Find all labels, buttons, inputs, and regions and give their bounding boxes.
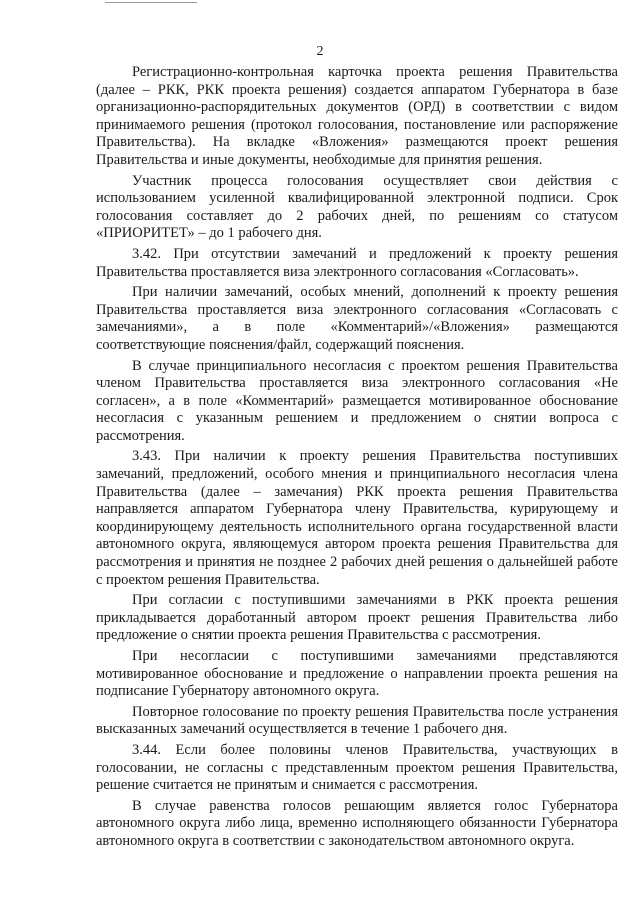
paragraph-disagreement: В случае принципиального несогласия с проектом решения Правительства членом Правительства проставляется виза электронного согласования «Не согласен», а в поле «Комментарий» размещается мотивированное обоснование несогласия с указанным решением и предложением о снятии вопроса с рассмотрения.	[96, 357, 618, 444]
paragraph-voting-participant: Участник процесса голосования осуществляет свои действия с использованием усиленной квалифицированной электронной подписи. Срок голосования составляет до 2 рабочих дней, по решениям со статусом «ПРИОРИТЕТ» – до 1 рабочего дня.	[96, 172, 618, 242]
scan-artifact-line	[105, 2, 197, 3]
paragraph-3-42: 3.42. При отсутствии замечаний и предложений к проекту решения Правительства проставляется виза электронного согласования «Согласовать».	[96, 245, 618, 280]
paragraph-rkk: Регистрационно-контрольная карточка проекта решения Правительства (далее – РКК, РКК проекта решения) создается аппаратом Губернатора в базе организационно-распорядительных документов (ОРД) в соответствии с видом принимаемого решения (протокол голосования, постановление или распоряжение Правительства). На вкладке «Вложения» размещаются проект решения Правительства и иные документы, необходимые для принятия решения.	[96, 64, 618, 168]
paragraph-agreement-with-remarks: При согласии с поступившими замечаниями в РКК проекта решения прикладывается доработанный автором проект решения Правительства либо предложение о снятии проекта решения Правительства с рассмотрения.	[96, 592, 618, 644]
document-body	[96, 64, 618, 854]
paragraph-tie-vote: В случае равенства голосов решающим является голос Губернатора автономного округа либо лица, временно исполняющего обязанности Губернатора автономного округа в соответствии с законодательством автономного округа.	[96, 797, 618, 849]
page-number: 2	[316, 44, 324, 59]
paragraph-3-44: 3.44. Если более половины членов Правительства, участвующих в голосовании, не согласны с представленным проектом решения Правительства, решение считается не принятым и снимается с рассмотрения.	[96, 741, 618, 794]
paragraph-3-43: 3.43. При наличии к проекту решения Правительства поступивших замечаний, предложений, особого мнения и принципиального несогласия члена Правительства (далее – замечания) РКК проекта решения Правительства направляется аппаратом Губернатора члену Правительства, курирующему и координирующему деятельность исполнительного органа государственной власти автономного округа, являющемуся автором проекта решения Правительства для рассмотрения и принятия не позднее 2 рабочих дней решения о дальнейшей работе с проектом решения Правительства.	[96, 448, 618, 588]
paragraph-with-remarks: При наличии замечаний, особых мнений, дополнений к проекту решения Правительства проставляется виза электронного согласования «Согласовать с замечаниями», а в поле «Комментарий»/«Вложения» размещаются соответствующие пояснения/файл, содержащий пояснения.	[96, 284, 618, 353]
paragraph-repeat-voting: Повторное голосование по проекту решения Правительства после устранения высказанных замечаний осуществляется в течение 1 рабочего дня.	[96, 703, 618, 738]
paragraph-disagreement-with-remarks: При несогласии с поступившими замечаниями представляются мотивированное обоснование и предложение о направлении проекта решения на подписание Губернатору автономного округа.	[96, 648, 618, 700]
